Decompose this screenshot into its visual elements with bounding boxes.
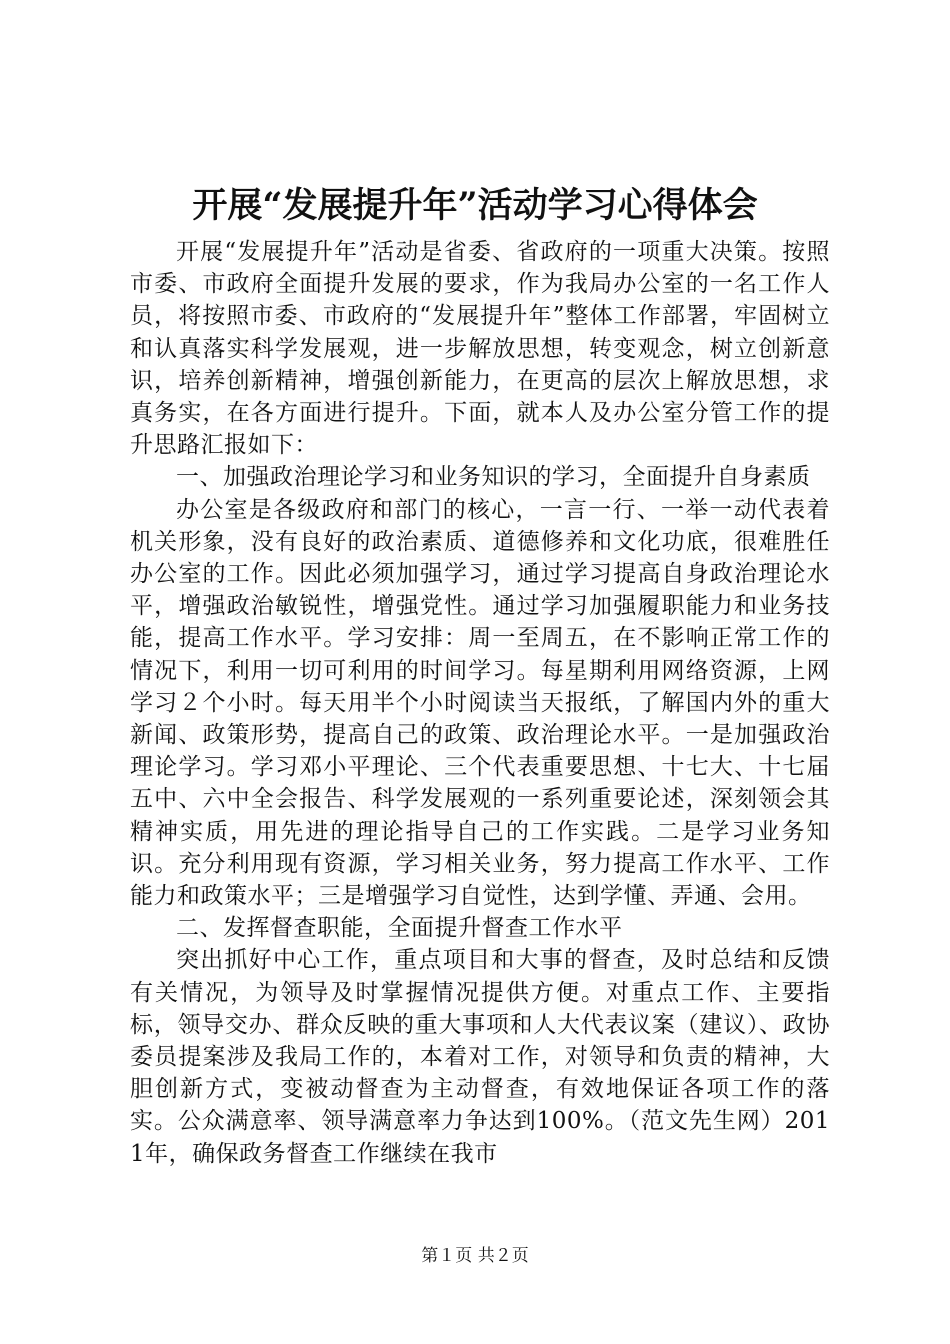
section-heading-1: 一、加强政治理论学习和业务知识的学习，全面提升自身素质: [176, 464, 811, 491]
section-heading-2: 二、发挥督查职能，全面提升督查工作水平: [176, 915, 623, 942]
document-body: [130, 236, 830, 1170]
page-number-footer: 第１页 共２页: [421, 1246, 529, 1266]
document-title: 开展“发展提升年”活动学习心得体会: [192, 185, 758, 226]
paragraph-section-1: 办公室是各级政府和部门的核心，一言一行、一举一动代表着机关形象，没有良好的政治素质、道德修养和文化功底，很难胜任办公室的工作。因此必须加强学习，通过学习提高自身政治理论水平，增强政治敏锐性，增强党性。通过学习加强履职能力和业务技能，提高工作水平。学习安排：周一至周五，在不影响正常工作的情况下，利用一切可利用的时间学习。每星期利用网络资源，上网学习２个小时。每天用半个小时阅读当天报纸，了解国内外的重大新闻、政策形势，提高自己的政策、政治理论水平。一是加强政治理论学习。学习邓小平理论、三个代表重要思想、十七大、十七届五中、六中全会报告、科学发展观的一系列重要论述，深刻领会其精神实质，用先进的理论指导自己的工作实践。二是学习业务知识。充分利用现有资源，学习相关业务，努力提高工作水平、工作能力和政策水平；三是增强学习自觉性，达到学懂、弄通、会用。: [130, 496, 830, 910]
paragraph-section-2: 突出抓好中心工作，重点项目和大事的督查，及时总结和反馈有关情况，为领导及时掌握情况提供方便。对重点工作、主要指标，领导交办、群众反映的重大事项和人大代表议案（建议）、政协委员提案涉及我局工作的，本着对工作，对领导和负责的精神，大胆创新方式，变被动督查为主动督查，有效地保证各项工作的落实。公众满意率、领导满意率力争达到100%。（范文先生网）2011年，确保政务督查工作继续在我市: [130, 947, 830, 1167]
paragraph-intro: 开展“发展提升年”活动是省委、省政府的一项重大决策。按照市委、市政府全面提升发展的要求，作为我局办公室的一名工作人员，将按照市委、市政府的“发展提升年”整体工作部署，牢固树立和认真落实科学发展观，进一步解放思想，转变观念，树立创新意识，培养创新精神，增强创新能力，在更高的层次上解放思想，求真务实，在各方面进行提升。下面，就本人及办公室分管工作的提升思路汇报如下：: [130, 239, 830, 459]
